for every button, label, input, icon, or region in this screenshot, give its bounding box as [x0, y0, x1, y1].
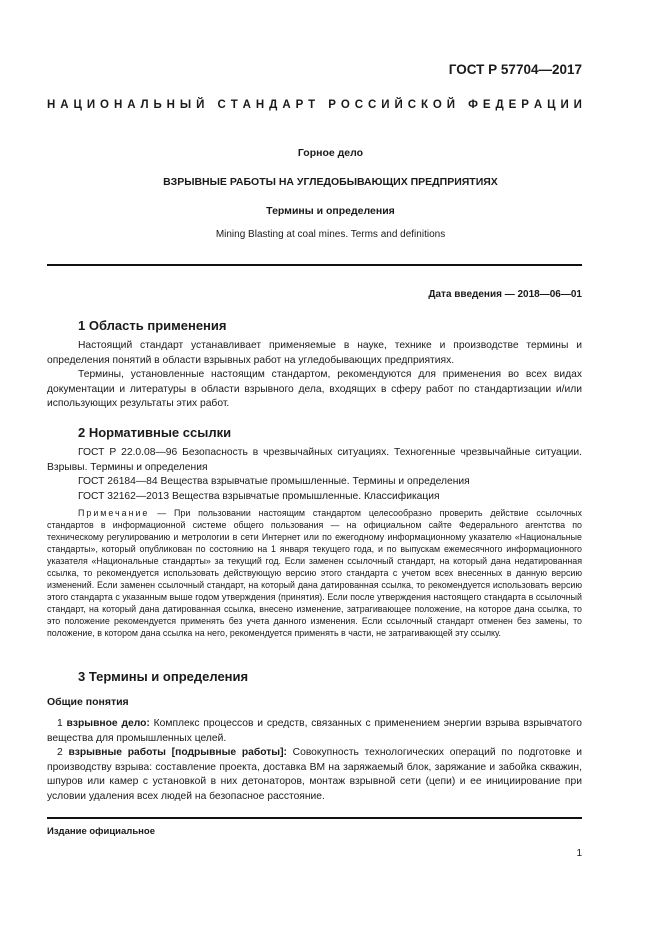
- official-edition: Издание официальное: [47, 826, 155, 837]
- note-label: Примечание: [78, 508, 150, 518]
- section1-body: [47, 339, 582, 412]
- section2-heading: 2 Нормативные ссылки: [78, 425, 232, 440]
- references-list: [47, 446, 582, 504]
- standard-number: ГОСТ Р 57704—2017: [448, 62, 582, 77]
- reference-item: ГОСТ Р 22.0.08—96 Безопасность в чрезвычайных ситуациях. Техногенные чрезвычайные ситуации. Взрывы. Термины и определения: [47, 447, 582, 473]
- section1-paragraph: Термины, установленные настоящим стандартом, рекомендуются для применения во всех видах документации и литературы в области взрывного дела, входящих в сферу работ по стандартизации и/или использующих результаты этих работ.: [47, 369, 582, 409]
- term-definition: Комплекс процессов и средств, связанных с применением энергии взрыва взрывчатого вещества для промышленных целей.: [47, 718, 582, 744]
- term-name: взрывные работы [подрывные работы]:: [68, 747, 287, 758]
- section3-heading: 3 Термины и определения: [78, 669, 249, 684]
- section1-paragraph: Настоящий стандарт устанавливает применяемые в науке, технике и производстве термины и определения понятий в области взрывных работ на угледобывающих предприятиях.: [47, 340, 582, 366]
- page-number: 1: [576, 848, 582, 859]
- reference-item: ГОСТ 26184—84 Вещества взрывчатые промышленные. Термины и определения: [78, 476, 470, 487]
- section3-subheading: Общие понятия: [47, 696, 129, 708]
- intro-date: Дата введения — 2018—06—01: [428, 289, 582, 300]
- national-standard-banner: Н А Ц И О Н А Л Ь Н Ы Й С Т А Н Д А Р Т Р О С С И Й С К О Й Ф Е Д Е Р А Ц И И: [47, 99, 582, 111]
- terms-list: [47, 717, 582, 804]
- term-definition: Совокупность технологических операций по подготовке и производству взрыва: составление проекта, доставка ВМ на заряжаемый блок, заряжание и забойка скважин, шпуров или камер с установкой в них детонаторов, монтаж взрывной сети (цепи) и ее инициирование при условии удаления всех людей на безопасное расстояние.: [47, 747, 582, 802]
- section1-heading: 1 Область применения: [78, 318, 227, 333]
- document-title: ВЗРЫВНЫЕ РАБОТЫ НА УГЛЕДОБЫВАЮЩИХ ПРЕДПРИЯТИЯХ: [163, 176, 498, 188]
- term-entry: [47, 746, 582, 804]
- term-number: 2: [57, 747, 63, 758]
- title-divider: [47, 264, 582, 266]
- field-title: Горное дело: [297, 147, 364, 159]
- document-subtitle: Термины и определения: [266, 205, 395, 217]
- term-entry: [47, 717, 582, 746]
- reference-item: ГОСТ 32162—2013 Вещества взрывчатые промышленные. Классификация: [78, 490, 440, 502]
- note-text: — При пользовании настоящим стандартом целесообразно проверить действие ссылочных стандартов в информационной системе общего пользования — на официальном сайте Федерального агентства по техническому регулированию и метрологии в сети Интернет или по ежегодному информационному указателю «Национальные стандарты», который опубликован по состоянию на 1 января текущего года, и по выпускам ежемесячного информационного указателя «Национальные стандарты» за текущий год. Если заменен ссылочный стандарт, на который дана недатированная ссылка, то рекомендуется использовать действующую версию этого стандарта с учетом всех внесенных в данную версию изменений. Если заменен ссылочный стандарт, на который дана датированная ссылка, то рекомендуется использовать версию этого стандарта с указанным выше годом утверждения (принятия). Если после утверждения настоящего стандарта в ссылочный стандарт, на который дана датированная ссылка, внесено изменение, затрагивающее положение, на которое дана ссылка, то это положение рекомендуется применять без учета данного изменения. Если ссылочный стандарт отменен без замены, то положение, в котором дана ссылка на него, рекомендуется применять в части, не затрагивающей эту ссылку.: [47, 508, 582, 638]
- footer-divider: [47, 817, 582, 819]
- term-number: 1: [57, 718, 63, 729]
- references-note: [47, 507, 582, 639]
- term-name: взрывное дело:: [66, 718, 150, 729]
- english-title: Mining Blasting at coal mines. Terms and definitions: [215, 229, 446, 240]
